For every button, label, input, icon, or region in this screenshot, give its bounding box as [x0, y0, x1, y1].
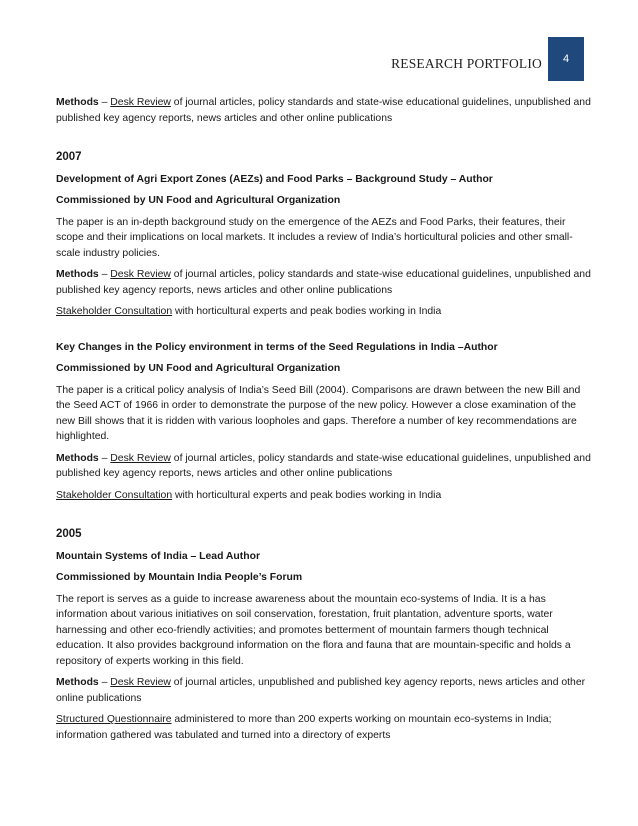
methods-label: Methods: [56, 452, 99, 464]
desk-review-label: Desk Review: [110, 452, 171, 464]
page-number-box: [548, 37, 584, 81]
project-methods: [56, 451, 591, 482]
project-questionnaire: [56, 712, 591, 743]
desk-review-label: Desk Review: [110, 269, 171, 280]
desk-review-label: Desk Review: [110, 677, 171, 688]
intro-methods: [56, 95, 591, 126]
project-commissioned: Commissioned by UN Food and Agricultural Organization: [56, 363, 341, 374]
header-title: RESEARCH PORTFOLIO: [391, 56, 542, 71]
dash: –: [98, 269, 111, 280]
dash: –: [98, 97, 111, 108]
document-body: [56, 95, 591, 749]
project-title: Development of Agri Export Zones (AEZs) and Food Parks – Background Study – Author: [56, 173, 493, 185]
questionnaire-text: administered to more than 200 experts working on mountain eco-systems in India; information gathered was tabulated and turned into a directory of experts: [56, 714, 552, 741]
project-title: Mountain Systems of India – Lead Author: [56, 550, 260, 562]
methods-label: Methods: [56, 269, 99, 280]
consultation-text: with horticultural experts and peak bodies working in India: [172, 489, 442, 501]
project-consultation: [56, 488, 591, 504]
page-number: 4: [562, 53, 570, 65]
project-description: The paper is an in-depth background study on the emergence of the AEZs and Food Parks, their features, their scope and their implications on local markets. It includes a review of India’s horticultural policies and other small-scale industry policies.: [56, 216, 573, 259]
methods-text: of journal articles, policy standards and state-wise educational guidelines, unpublished and published key agency reports, news articles and other online publications: [56, 97, 591, 124]
project-consultation: [56, 304, 591, 320]
project-commissioned: Commissioned by Mountain India People’s Forum: [56, 572, 303, 583]
consultation-label: Stakeholder Consultation: [56, 489, 173, 501]
project-title: Key Changes in the Policy environment in terms of the Seed Regulations in India –Author: [56, 341, 498, 353]
project-description: The paper is a critical policy analysis of India’s Seed Bill (2004). Comparisons are drawn between the new Bill and the Seed ACT of 1966 in order to demonstrate the purpose of the new policy. However a close examination of the new Bill shows that it is ridden with various loopholes and gaps. Therefore a number of key recommendations are highlighted.: [56, 384, 581, 442]
methods-text: of journal articles, policy standards and state-wise educational guidelines, unpublished and published key agency reports, news articles and other online publications: [56, 452, 591, 479]
methods-label: Methods: [56, 677, 99, 688]
desk-review-label: Desk Review: [110, 97, 171, 108]
dash: –: [98, 677, 111, 688]
consultation-label: Stakeholder Consultation: [56, 306, 173, 317]
methods-label: Methods: [56, 97, 99, 108]
methods-text: of journal articles, policy standards and state-wise educational guidelines, unpublished and published key agency reports, news articles and other online publications: [56, 269, 591, 296]
consultation-text: with horticultural experts and peak bodies working in India: [172, 306, 442, 317]
year-heading-2007: 2007: [56, 151, 82, 163]
project-methods: [56, 675, 591, 706]
project-methods: [56, 267, 591, 298]
dash: –: [98, 452, 111, 464]
project-description: The report is serves as a guide to increase awareness about the mountain eco-systems of India. It is a has information about various initiatives on soil conservation, forestation, fruit plantation, adventure sports, water harnessing and other eco-friendly activities; and promotes betterment of mountain farmers though technical education. It also provides background information on the flora and fauna that are mountain-specific and holds a repository of experts working in this field.: [56, 593, 571, 667]
project-commissioned: Commissioned by UN Food and Agricultural Organization: [56, 195, 341, 206]
year-heading-2005: 2005: [56, 528, 82, 540]
questionnaire-label: Structured Questionnaire: [56, 714, 172, 725]
methods-text: of journal articles, unpublished and published key agency reports, news articles and other online publications: [56, 677, 586, 704]
